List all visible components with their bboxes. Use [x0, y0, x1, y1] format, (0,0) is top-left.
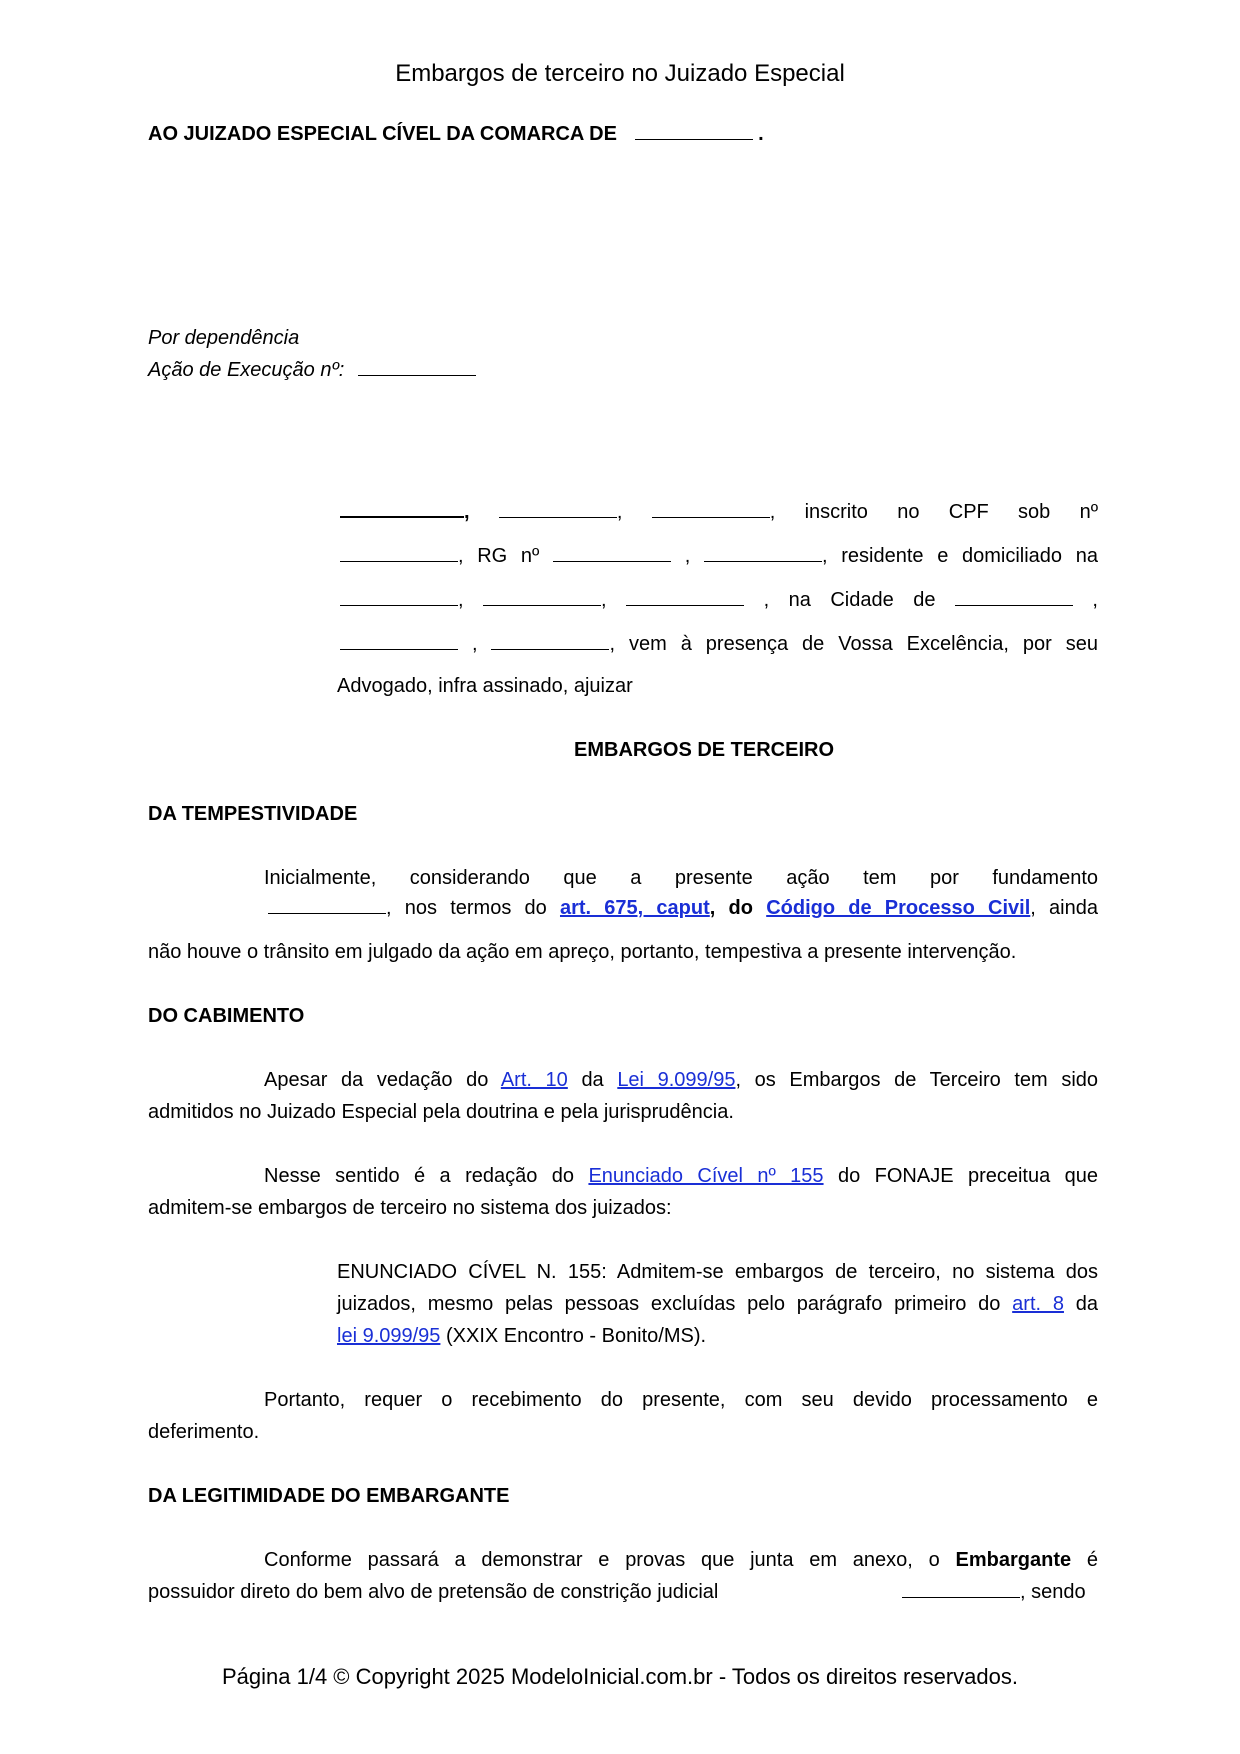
lei-9099-link[interactable]: Lei 9.099/95 [617, 1069, 736, 1091]
quote-line-1: ENUNCIADO CÍVEL N. 155: Admitem-se embargos de terceiro, no sistema dos [337, 1261, 1098, 1283]
addressee-text: AO JUIZADO ESPECIAL CÍVEL DA COMARCA DE [148, 123, 617, 145]
dependency-line: Por dependência [148, 327, 300, 349]
text-segment: Nesse sentido é a redação do [264, 1165, 575, 1187]
text-segment: , os Embargos de Terceiro tem sido [735, 1069, 1099, 1091]
blank-field [955, 587, 1073, 606]
legitimidade-line-2-end [902, 1576, 1086, 1608]
cpc-art-675-link[interactable]: art. 675, caput [559, 897, 710, 919]
blank-field [499, 499, 617, 518]
residence-text: , residente e domiciliado na [821, 545, 1098, 567]
legitimidade-line-2 [148, 1576, 718, 1608]
qualification-line-3: , , , na Cidade de , [340, 584, 1098, 616]
execution-line [148, 354, 476, 386]
cabimento-p3-line-1: Portanto, requer o recebimento do presente, com seu devido processamento e [264, 1389, 1098, 1411]
cpf-text: inscrito no CPF sob nº [804, 501, 1099, 523]
cabimento-p2-line-2: admitem-se embargos de terceiro no sistema dos juizados: [148, 1197, 672, 1219]
blank-field [340, 498, 464, 518]
text-segment: Apesar da vedação do [264, 1069, 489, 1091]
city-text: , na Cidade de [763, 589, 936, 611]
art-10-link[interactable]: Art. 10 [500, 1069, 568, 1091]
quote-line-2 [337, 1288, 1098, 1320]
blank-field [704, 543, 822, 562]
cabimento-p1-line-1 [264, 1064, 1098, 1096]
text-segment: possuidor direto do bem alvo de pretensão de constrição judicial [148, 1581, 719, 1603]
quote-line-3 [337, 1320, 706, 1352]
lei-9099-quote-link[interactable]: lei 9.099/95 [337, 1325, 441, 1347]
tempestividade-line-3: não houve o trânsito em julgado da ação em apreço, portanto, tempestiva a presente intervenção. [148, 941, 1017, 963]
qualification-line-4: , , vem à presença de Vossa Excelência, por seu [340, 628, 1098, 660]
text-segment: da [581, 1069, 604, 1091]
text-segment: (XXIX Encontro - Bonito/MS). [445, 1325, 707, 1347]
text-segment: é [1086, 1549, 1098, 1571]
blank-field [553, 543, 671, 562]
art-8-link[interactable]: art. 8 [1012, 1293, 1064, 1315]
blank-field [635, 121, 753, 140]
document-title: Embargos de terceiro no Juizado Especial [395, 60, 845, 87]
presence-text: , vem à presença de Vossa Excelência, por seu [609, 633, 1098, 655]
blank-field [902, 1579, 1020, 1598]
legitimidade-line-1 [264, 1544, 1098, 1576]
section-heading-tempestividade: DA TEMPESTIVIDADE [148, 803, 358, 825]
text-segment: da [1075, 1293, 1098, 1315]
cabimento-p3-line-2: deferimento. [148, 1421, 260, 1443]
qualification-line-2: , RG nº , , residente e domiciliado na [340, 540, 1098, 572]
blank-field [340, 587, 458, 606]
enunciado-155-link[interactable]: Enunciado Cível nº 155 [588, 1165, 824, 1187]
blank-field [491, 631, 609, 650]
tempestividade-line-2 [268, 892, 1098, 924]
text-segment: , ainda [1030, 897, 1098, 919]
cabimento-p2-line-1 [264, 1160, 1098, 1192]
section-heading-legitimidade: DA LEGITIMIDADE DO EMBARGANTE [148, 1485, 510, 1507]
blank-field [626, 587, 744, 606]
embargante-bold: Embargante [955, 1549, 1072, 1571]
blank-field [268, 895, 386, 914]
page-footer: Página 1/4 © Copyright 2025 ModeloInicial.com.br - Todos os direitos reservados. [222, 1664, 1018, 1689]
qualification-line-5: Advogado, infra assinado, ajuizar [337, 675, 633, 697]
blank-field [340, 543, 458, 562]
blank-field [652, 499, 770, 518]
cpc-link[interactable]: Código de Processo Civil [766, 897, 1031, 919]
rg-text: , RG nº [458, 545, 540, 567]
period: . [758, 123, 764, 145]
qualification-line-1: , , , inscrito no CPF sob nº [340, 496, 1098, 528]
action-title: EMBARGOS DE TERCEIRO [574, 739, 835, 761]
text-segment: , nos termos do [386, 897, 547, 919]
text-segment: juizados, mesmo pelas pessoas excluídas pelo parágrafo primeiro do [337, 1293, 1001, 1315]
tempestividade-line-1: Inicialmente, considerando que a presente ação tem por fundamento [264, 867, 1098, 889]
cabimento-p1-line-2: admitidos no Juizado Especial pela doutrina e pela jurisprudência. [148, 1101, 734, 1123]
section-heading-cabimento: DO CABIMENTO [148, 1005, 305, 1027]
blank-field [358, 357, 476, 376]
execution-label: Ação de Execução nº: [148, 359, 345, 381]
text-segment: Conforme passará a demonstrar e provas que junta em anexo, o [264, 1549, 940, 1571]
addressee-line [148, 118, 764, 150]
text-segment: , do [709, 897, 753, 919]
blank-field [483, 587, 601, 606]
blank-field [340, 631, 458, 650]
text-segment: , sendo [1020, 1581, 1086, 1603]
text-segment: do FONAJE preceitua que [837, 1165, 1099, 1187]
